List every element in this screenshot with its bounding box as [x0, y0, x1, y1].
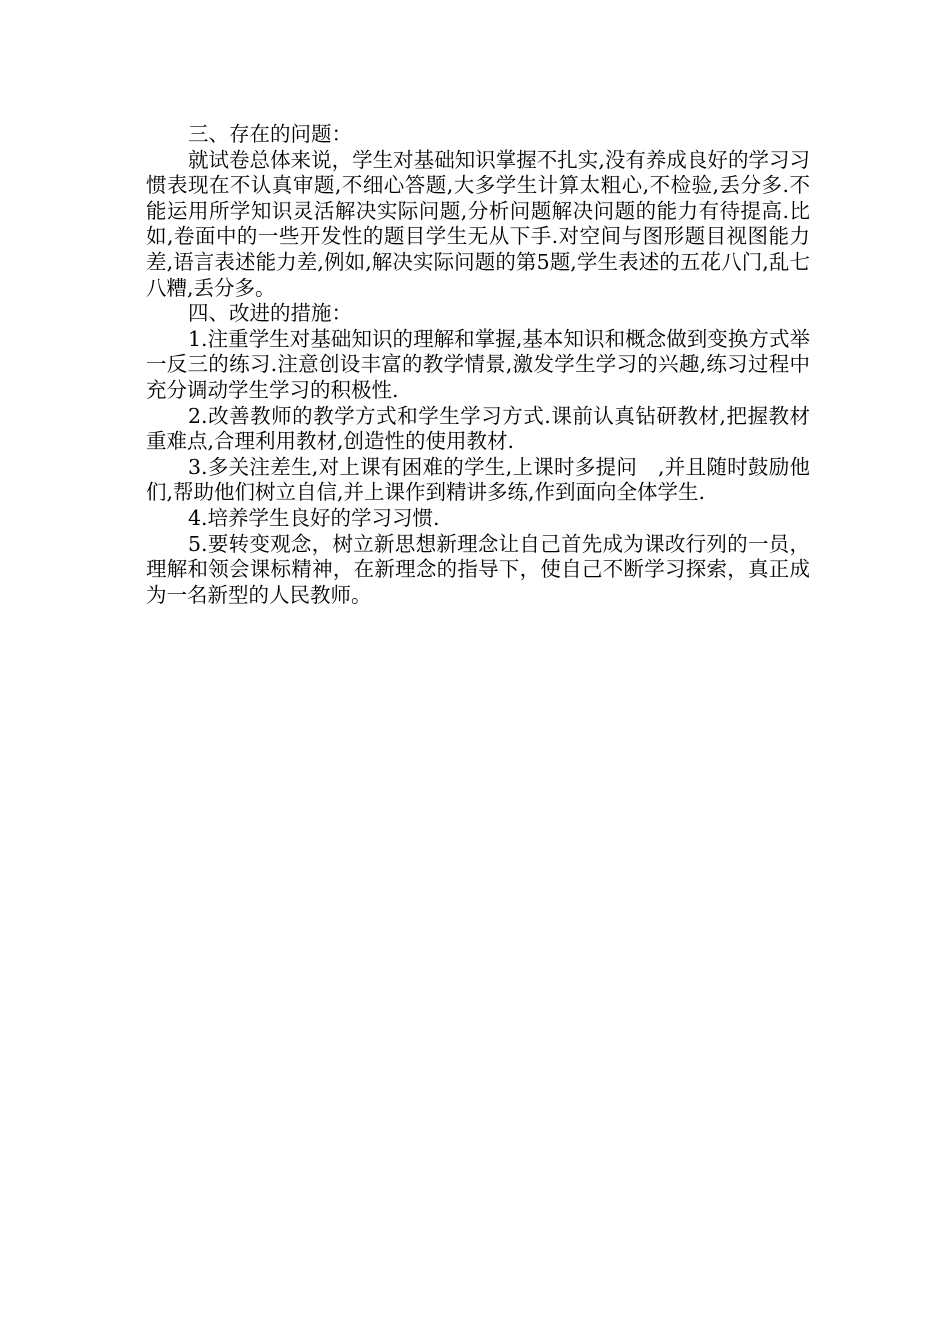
section-heading-problems: 三、存在的问题： [188, 122, 352, 146]
document-body [146, 122, 810, 608]
section-heading-measures: 四、改进的措施： [188, 301, 352, 326]
measure-item-4: 4.培养学生良好的学习习惯. [188, 505, 440, 530]
measure-item-5: 5.要转变观念，树立新思想新理念让自己首先成为课改行列的一员，理解和领会课标精神，在新理念的指导下，使自己不断学习探索，真正成为一名新型的人民教师。 [146, 531, 810, 607]
problems-paragraph: 就试卷总体来说，学生对基础知识掌握不扎实,没有养成良好的学习习惯表现在不认真审题,不细心答题,大多学生计算太粗心,不检验,丢分多.不能运用所学知识灵活解决实际问题,分析问题解决问题的能力有待提高.比如,卷面中的一些开发性的题目学生无从下手.对空间与图形题目视图能力差,语言表述能力差,例如,解决实际问题的第5题,学生表述的五花八门,乱七八糟,丢分多。 [146, 147, 810, 300]
measure-item-2: 2.改善教师的教学方式和学生学习方式.课前认真钻研教材,把握教材重难点,合理利用教材,创造性的使用教材. [146, 403, 810, 454]
measure-item-3: 3.多关注差生,对上课有困难的学生,上课时多提问 ,并且随时鼓励他们,帮助他们树立自信,并上课作到精讲多练,作到面向全体学生. [146, 454, 810, 505]
measure-item-1: 1.注重学生对基础知识的理解和掌握,基本知识和概念做到变换方式举一反三的练习.注意创设丰富的教学情景,激发学生学习的兴趣,练习过程中充分调动学生学习的积极性. [146, 326, 810, 402]
